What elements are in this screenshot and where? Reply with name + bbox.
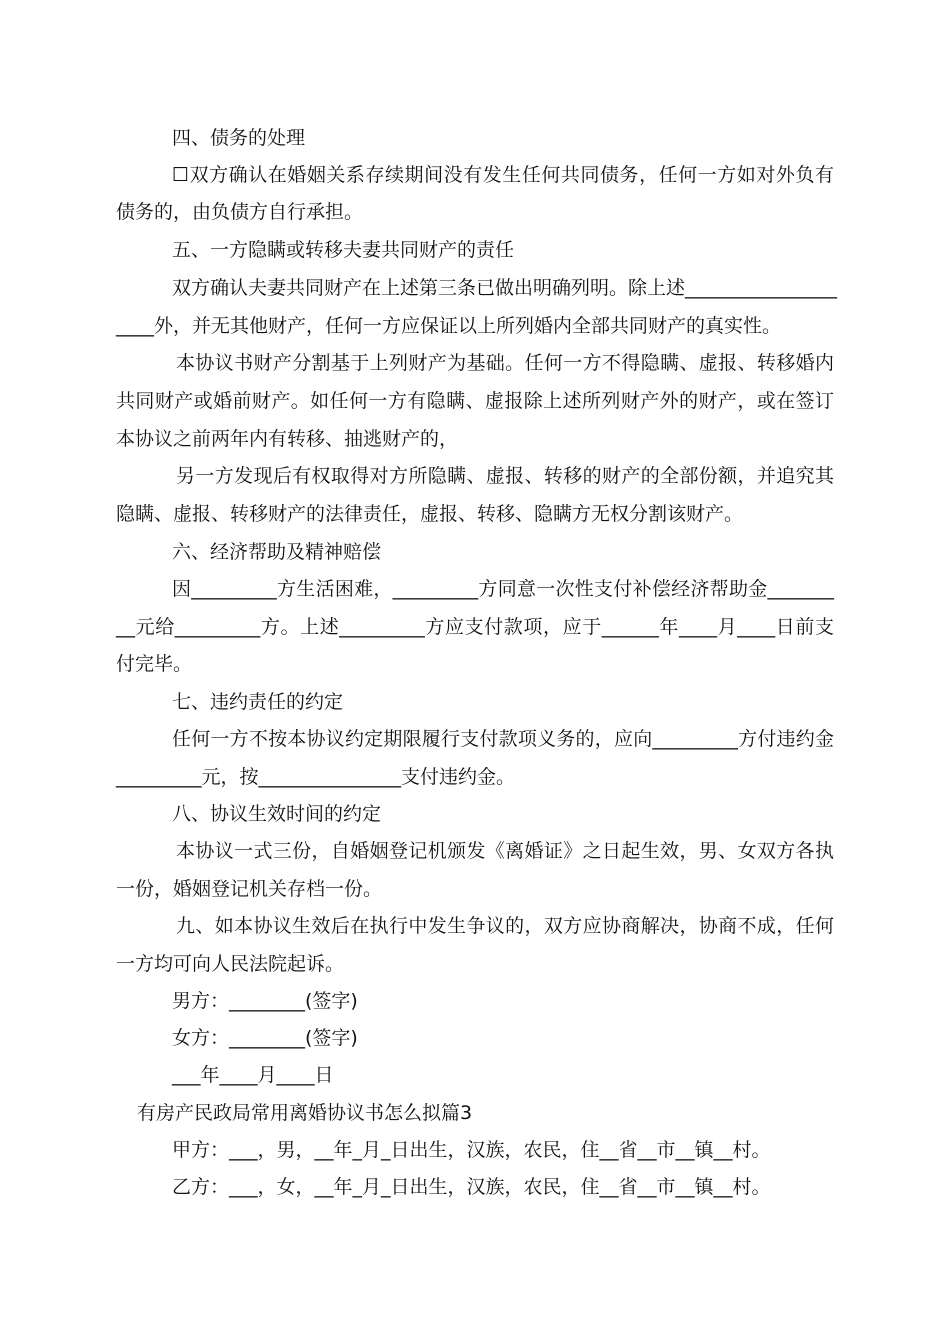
paragraph-line: 九、如本协议生效后在执行中发生争议的，双方应协商解决，协商不成，任何 — [176, 915, 834, 937]
paragraph-line: 本协议一式三份，自婚姻登记机颁发《离婚证》之日起生效，男、女双方各执 — [176, 840, 834, 862]
paragraph-line: 共同财产或婚前财产。如任何一方有隐瞒、虚报除上述所列财产外的财产，或在签订 — [116, 390, 834, 412]
date-line: ___年____月____日 — [172, 1064, 334, 1086]
section-heading-effective-time: 八、协议生效时间的约定 — [172, 803, 382, 825]
party-a-line: 甲方：___，男，__年_月_日出生，汉族，农民，住__省__市__镇__村。 — [172, 1139, 771, 1161]
section-heading-breach: 七、违约责任的约定 — [172, 691, 344, 713]
paragraph-line: 本协议之前两年内有转移、抽逃财产的， — [116, 428, 459, 450]
paragraph-line: 双方确认夫妻共同财产在上述第三条已做出明确列明。除上述________________ — [172, 277, 838, 299]
paragraph-line: 一份，婚姻登记机关存档一份。 — [116, 878, 383, 900]
signature-line-woman: 女方：________(签字) — [172, 1027, 358, 1049]
paragraph-line: ____外，并无其他财产，任何一方应保证以上所列婚内全部共同财产的真实性。 — [116, 315, 782, 337]
paragraph-line: 债务的，由负债方自行承担。 — [116, 201, 364, 223]
paragraph-line: 因_________方生活困难，_________方同意一次性支付补偿经济帮助金_______ — [172, 578, 834, 600]
paragraph-line: 隐瞒、虚报、转移财产的法律责任，虚报、转移、隐瞒方无权分割该财产。 — [116, 503, 744, 525]
paragraph-line: __元给_________方。上述_________方应支付款项，应于______年____月____日前支 — [116, 616, 834, 638]
section-heading-debt: 四、债务的处理 — [172, 127, 306, 149]
paragraph-line: ☐双方确认在婚姻关系存续期间没有发生任何共同债务，任何一方如对外负有 — [172, 164, 834, 186]
paragraph-line: _________元，按_______________支付违约金。 — [116, 766, 516, 788]
section-heading-compensation: 六、经济帮助及精神赔偿 — [172, 541, 382, 563]
paragraph-line: 另一方发现后有权取得对方所隐瞒、虚报、转移的财产的全部份额，并追究其 — [176, 465, 834, 487]
signature-line-man: 男方：________(签字) — [172, 990, 358, 1012]
paragraph-line: 本协议书财产分割基于上列财产为基础。任何一方不得隐瞒、虚报、转移婚内 — [176, 352, 834, 374]
section-heading-concealment: 五、一方隐瞒或转移夫妻共同财产的责任 — [172, 239, 515, 261]
paragraph-line: 付完毕。 — [116, 653, 193, 675]
next-section-title: 有房产民政局常用离婚协议书怎么拟篇3 — [137, 1102, 473, 1124]
party-b-line: 乙方：___，女，__年_月_日出生，汉族，农民，住__省__市__镇__村。 — [172, 1176, 771, 1198]
paragraph-line: 一方均可向人民法院起诉。 — [116, 953, 345, 975]
paragraph-line: 任何一方不按本协议约定期限履行支付款项义务的，应向_________方付违约金 — [172, 728, 834, 750]
